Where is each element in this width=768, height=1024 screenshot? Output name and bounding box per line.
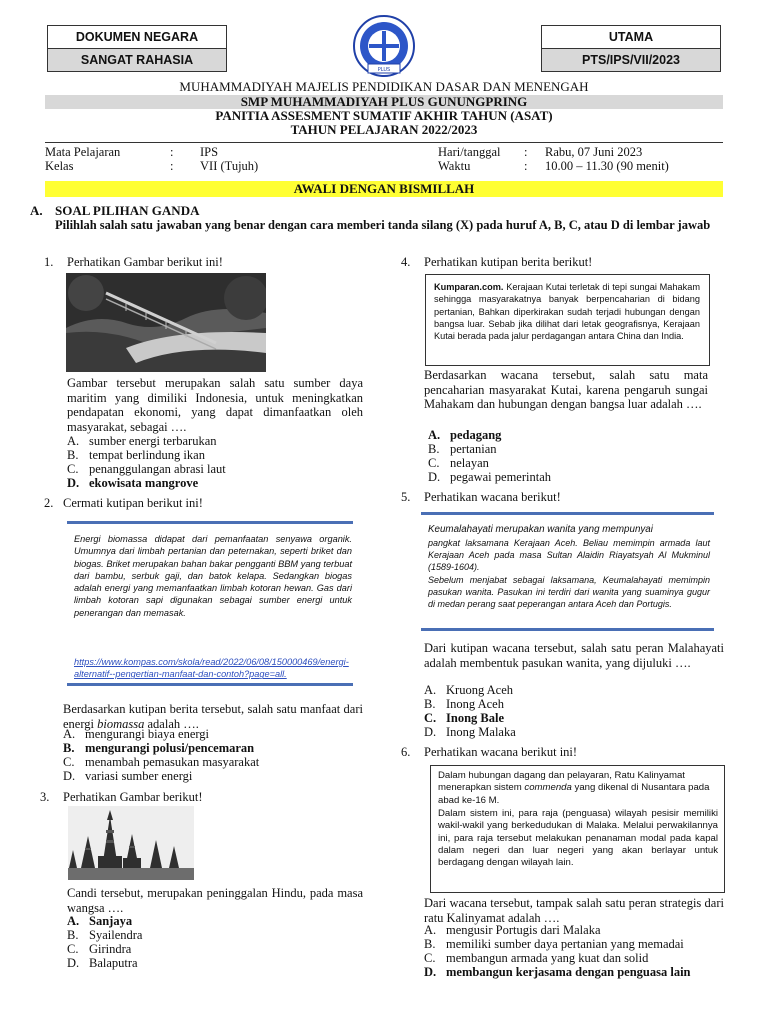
info-class-value: VII (Tujuh) <box>200 159 259 173</box>
mangrove-photo <box>66 273 266 372</box>
status-box <box>541 25 721 49</box>
quote-bottom-rule <box>421 628 714 631</box>
q1-number: 1. <box>44 255 54 269</box>
doc-type: DOKUMEN NEGARA <box>75 30 199 44</box>
source-link[interactable]: https://www.kompas.com/skola/read/2022/06/08/150000469/energi-alternatif--pengertian-manfaat-dan-contoh?page=all. <box>74 657 349 680</box>
q2-text: Berdasarkan kutipan berita tersebut, salah satu manfaat dari energi biomassa adalah …. <box>63 702 363 731</box>
divider <box>45 142 723 143</box>
q2-option-c[interactable]: C. menambah pemasukan masyarakat <box>63 755 260 769</box>
q2-source-link[interactable] <box>74 656 352 681</box>
q6-option-b[interactable]: B. memiliki sumber daya pertanian yang memadai <box>424 937 684 951</box>
academic-year: TAHUN PELAJARAN 2022/2023 <box>290 122 478 137</box>
q6-text: Dari wacana tersebut, tampak salah satu peran strategis dari ratu Kalinyamat adalah …. <box>424 896 724 925</box>
q6-number: 6. <box>401 745 411 759</box>
q6-quote-body: Dalam sistem ini, para raja (penguasa) wilayah pesisir memiliki wakil-wakil yang berkedudukan di Malaka. Melalui perwakilannya ini, para raja tersebut melakukan penanaman modal pada kapal dalam negeri dan luar negeri yang akan berlayar untuk berdagang dengan wilayah lain. <box>438 808 718 869</box>
section-letter: A. <box>30 203 43 218</box>
q4-option-d[interactable]: D. pegawai pemerintah <box>428 470 551 484</box>
info-class-label: Kelas <box>45 159 74 173</box>
q2-quote: Energi biomassa didapat dari pemanfaatan senyawa organik. Umumnya dari limbah pertanian dan peternakan, seperti briket dan biogas. Briket merupakan bahan bakar pengganti BBM yang terbuat dari bambu, serbuk gaji, dan batok kelapa. Sedangkan biogas adalah energi yang memanfaatkan limbah kotoran hewan. Gas dari limbah kotoran sapi digunakan sebagai sumber energi untuk penerangan dan memasak. <box>74 534 352 618</box>
q1-option-b[interactable]: B. tempat berlindung ikan <box>67 448 205 462</box>
q6-quote: Dalam hubungan dagang dan pelayaran, Ratu Kalinyamat menerapkan sistem commenda yang dikenal di Nusantara pada abad ke-16 M. <box>438 770 710 806</box>
info-colon: : <box>170 145 174 159</box>
q6-prompt: Perhatikan wacana berikut ini! <box>424 745 578 759</box>
q2-option-d[interactable]: D. variasi sumber energi <box>63 769 193 783</box>
q1-text: Gambar tersebut merupakan salah satu sumber daya maritim yang dimiliki Indonesia, untuk meningkatkan pendapatan ekonomi, yang dapat dimanfaatkan oleh masyarakat, sebagai …. <box>67 376 363 434</box>
q4-quote: Kumparan.com. Kerajaan Kutai terletak di tepi sungai Mahakam sehingga masyarakatnya banyak berpencaharian di bidang pertanian, Bahkan diperkirakan sudah terjadi hubungan dengan bangsa luar. Sebab jika dilihat dari letak geografisnya, Kerajaan Kutai berada pada jalur perdagangan antara China dan India. <box>434 282 700 342</box>
section-instruction: Pilihlah salah satu jawaban yang benar dengan cara memberi tanda silang (X) pada huruf A, B, C, atau D di lembar jawab <box>55 218 711 232</box>
q5-option-b[interactable]: B. Inong Aceh <box>424 697 504 711</box>
q2-option-a[interactable]: A. mengurangi biaya energi <box>63 727 210 741</box>
q5-option-c[interactable]: C. Inong Bale <box>424 711 505 725</box>
q3-prompt: Perhatikan Gambar berikut! <box>63 790 203 804</box>
school-name: SMP MUHAMMADIYAH PLUS GUNUNGPRING <box>45 95 723 109</box>
q4-text: Berdasarkan wacana tersebut, salah satu mata pencaharian masyarakat Kutai, karena pengaruh sungai Mahakam dan hubungan dengan bangsa luar adalah …. <box>424 368 708 411</box>
q4-option-b[interactable]: B. pertanian <box>428 442 497 456</box>
info-day-value: Rabu, 07 Juni 2023 <box>545 145 643 159</box>
q3-option-a[interactable]: A. Sanjaya <box>67 914 133 928</box>
q5-option-a[interactable]: A. Kruong Aceh <box>424 683 513 697</box>
info-colon: : <box>524 159 528 173</box>
q6-option-a[interactable]: A. mengusir Portugis dari Malaka <box>424 923 601 937</box>
q3-option-d[interactable]: D. Balaputra <box>67 956 138 970</box>
info-colon: : <box>524 145 528 159</box>
info-day-label: Hari/tanggal <box>438 145 501 159</box>
q2-number: 2. <box>44 496 54 510</box>
q1-option-c[interactable]: C. penanggulangan abrasi laut <box>67 462 226 476</box>
code-box <box>541 48 721 72</box>
quote-bottom-rule <box>67 683 353 686</box>
q6-option-c[interactable]: C. membangun armada yang kuat dan solid <box>424 951 649 965</box>
q4-option-a[interactable]: A. pedagang <box>428 428 502 442</box>
committee-name: PANITIA ASSESMENT SUMATIF AKHIR TAHUN (ASAT) <box>215 108 553 123</box>
info-subject-label: Mata Pelajaran <box>45 145 121 159</box>
info-colon: : <box>170 159 174 173</box>
q1-option-a[interactable]: A. sumber energi terbarukan <box>67 434 217 448</box>
q4-source: Kumparan.com. <box>434 282 504 292</box>
info-subject-value: IPS <box>200 145 219 159</box>
doc-type-box <box>47 25 227 49</box>
bismillah-banner: AWALI DENGAN BISMILLAH <box>45 181 723 197</box>
q4-prompt: Perhatikan kutipan berita berikut! <box>424 255 593 269</box>
q6-option-d[interactable]: D. membangun kerjasama dengan penguasa lain <box>424 965 691 979</box>
q5-option-d[interactable]: D. Inong Malaka <box>424 725 516 739</box>
q4-option-c[interactable]: C. nelayan <box>428 456 489 470</box>
quote-top-rule <box>421 512 714 515</box>
exam-code: PTS/IPS/VII/2023 <box>582 53 680 67</box>
quote-top-rule <box>67 521 353 524</box>
secrecy-box <box>47 48 227 72</box>
q5-quote-body: pangkat laksamana Kerajaan Aceh. Beliau memimpin armada laut Kerajaan Aceh pada masa Sultan Alaidin Riayatsyah Al Mukminul (1589-1604). <box>428 538 710 572</box>
q5-number: 5. <box>401 490 411 504</box>
q2-option-b[interactable]: B. mengurangi polusi/pencemaran <box>63 741 255 755</box>
q3-number: 3. <box>40 790 50 804</box>
info-time-value: 10.00 – 11.30 (90 menit) <box>545 159 669 173</box>
q3-option-c[interactable]: C. Girindra <box>67 942 132 956</box>
school-logo <box>343 14 425 78</box>
q1-option-d[interactable]: D. ekowisata mangrove <box>67 476 199 490</box>
svg-text:PLUS: PLUS <box>377 67 391 73</box>
section-title: SOAL PILIHAN GANDA <box>55 203 200 218</box>
temple-photo <box>68 806 194 880</box>
secrecy: SANGAT RAHASIA <box>80 53 194 67</box>
info-time-label: Waktu <box>438 159 471 173</box>
q4-number: 4. <box>401 255 411 269</box>
q3-option-b[interactable]: B. Syailendra <box>67 928 143 942</box>
q1-prompt: Perhatikan Gambar berikut ini! <box>67 255 223 269</box>
status: UTAMA <box>608 30 654 44</box>
q3-text: Candi tersebut, merupakan peninggalan Hindu, pada masa wangsa …. <box>67 886 363 915</box>
q2-prompt: Cermati kutipan berikut ini! <box>63 496 203 510</box>
header-line-1: MUHAMMADIYAH MAJELIS PENDIDIKAN DASAR DAN MENENGAH <box>179 79 589 94</box>
q5-quote-body2: Sebelum menjabat sebagai laksamana, Keumalahayati memimpin pasukan wanita. Pasukan ini terdiri dari wanita yang suaminya gugur di medan perang saat peperangan antara Aceh dan Portugis. <box>428 575 710 609</box>
q5-prompt: Perhatikan wacana berikut! <box>424 490 561 504</box>
q5-text: Dari kutipan wacana tersebut, salah satu peran Malahayati adalah membentuk pasukan wanita, yang dijuluki …. <box>424 641 724 670</box>
q5-quote-line1: Keumalahayati merupakan wanita yang mempunyai <box>428 524 653 535</box>
